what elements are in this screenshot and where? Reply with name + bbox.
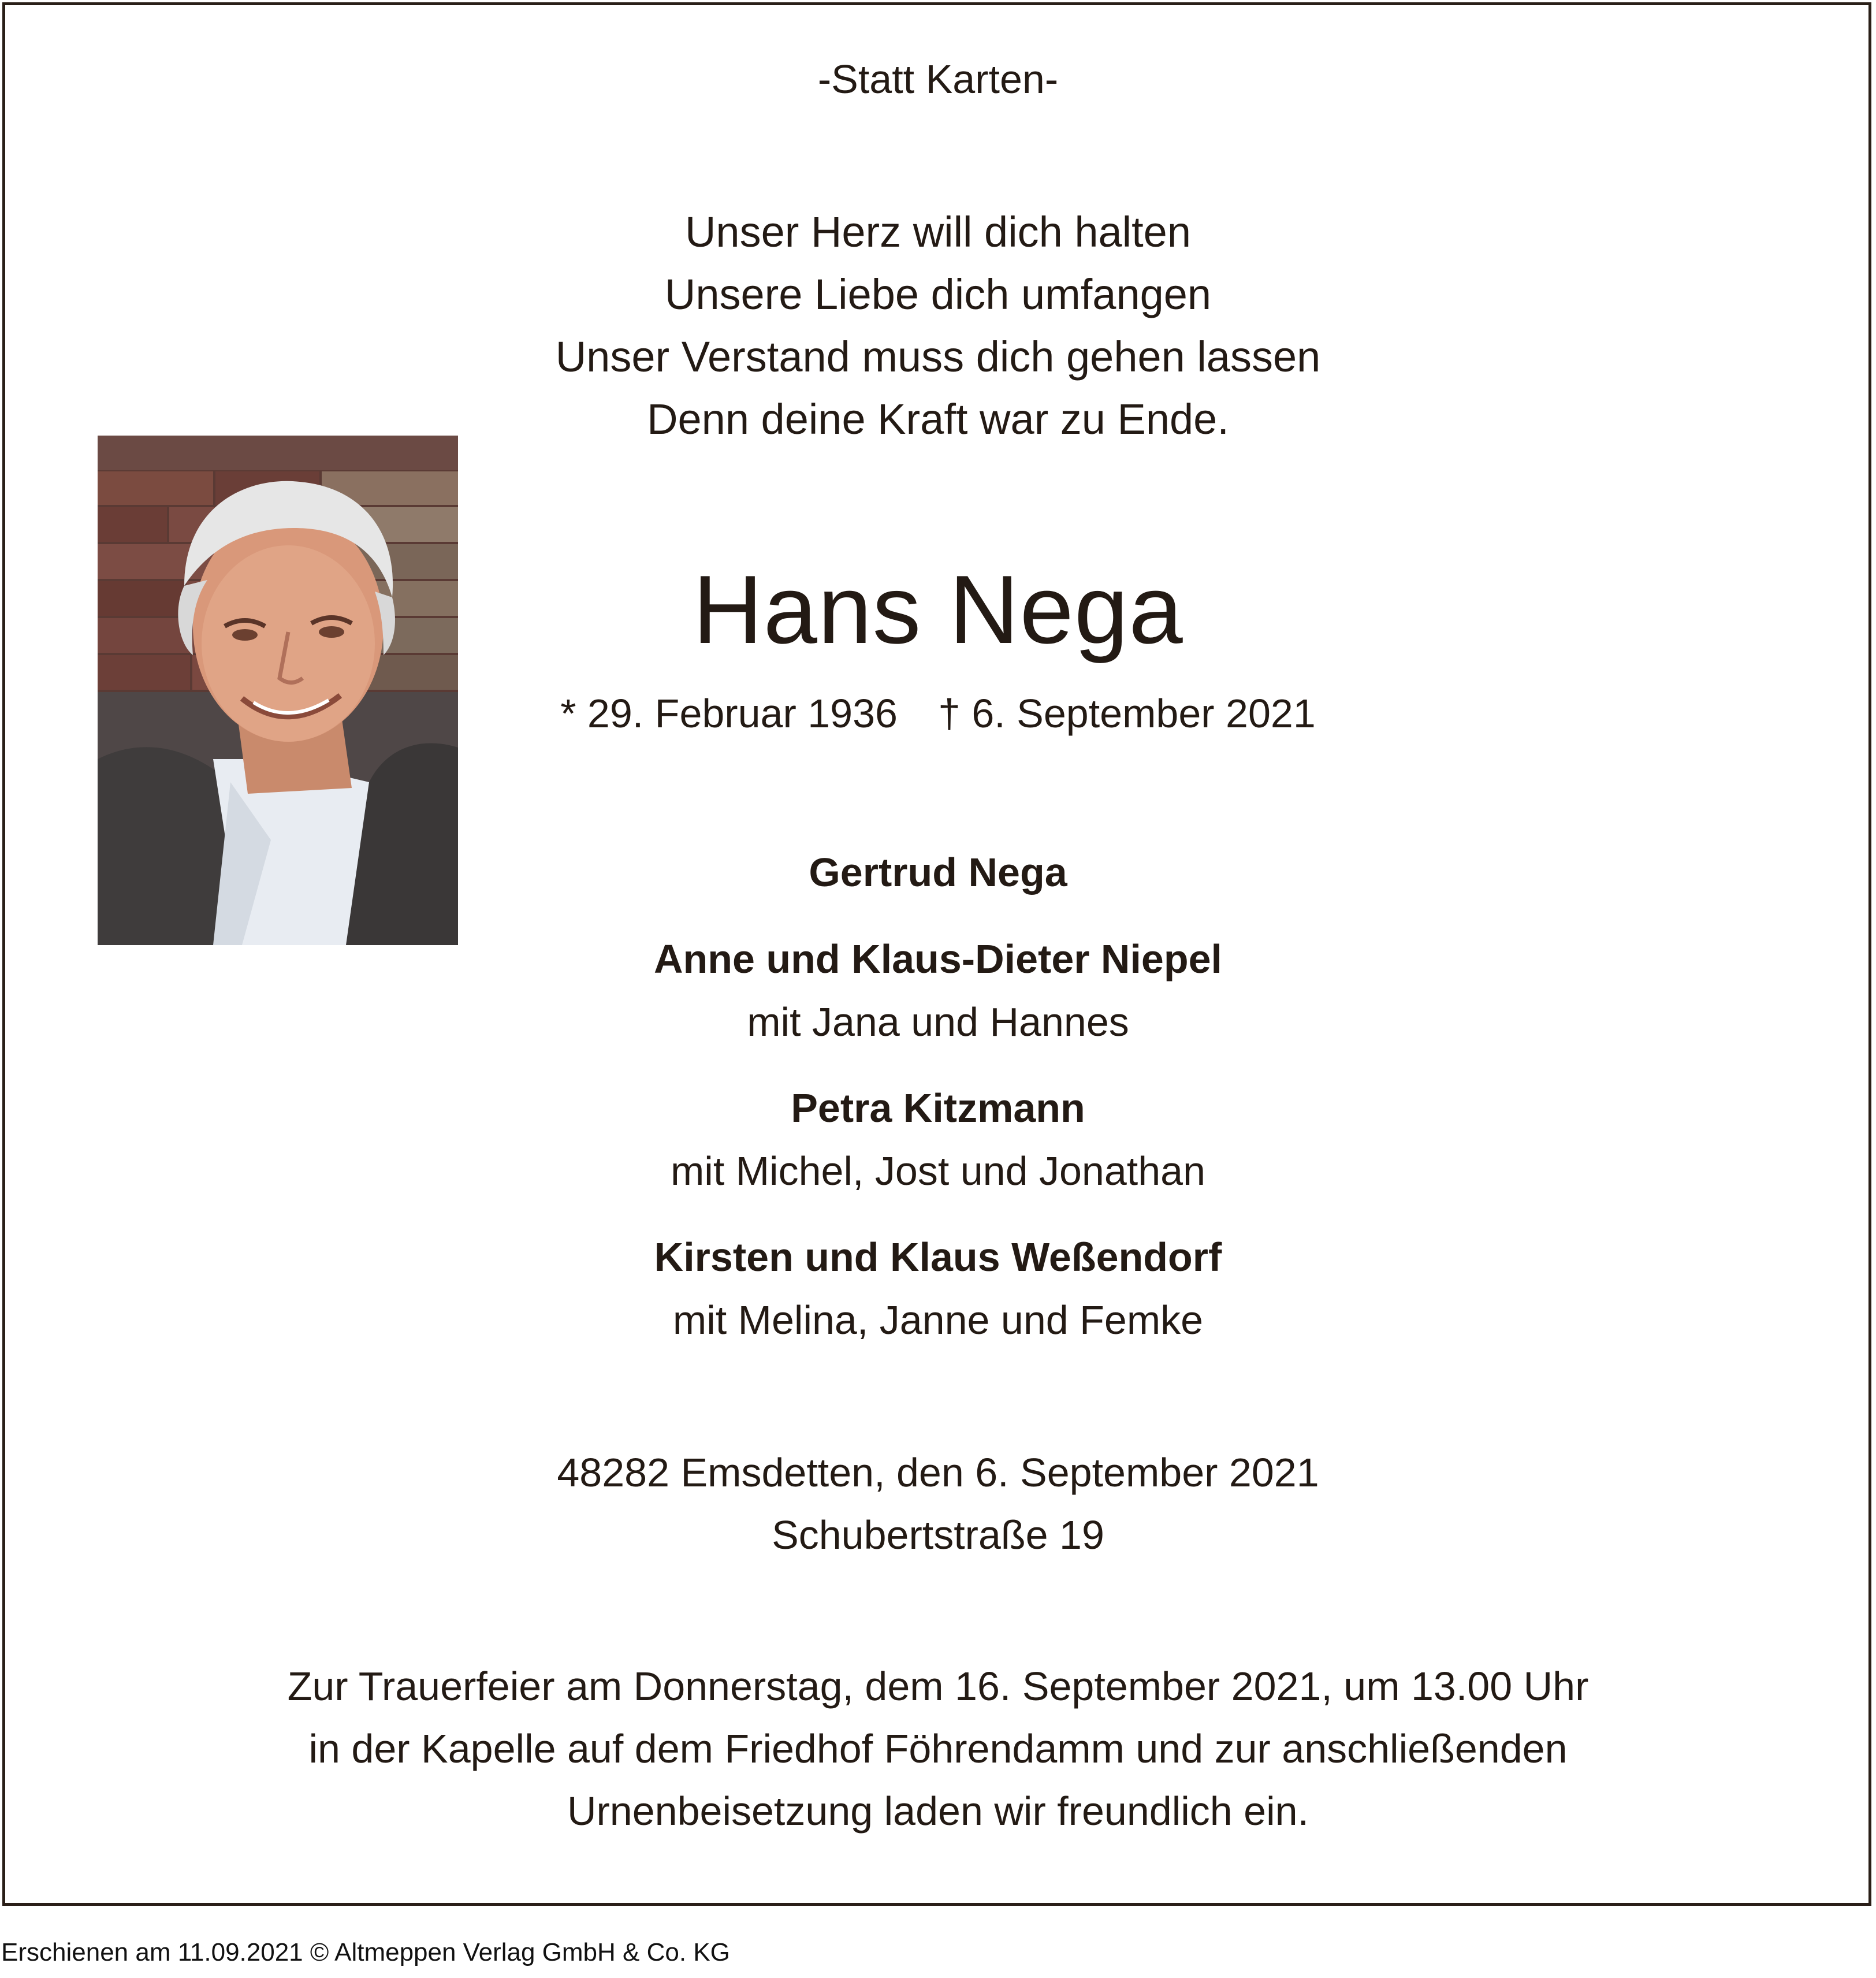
mourner-group	[0, 927, 1876, 1053]
mourner-names: Kirsten und Klaus Weßendorf	[654, 1235, 1222, 1280]
address-block	[0, 1441, 1876, 1566]
place-date: 48282 Emsdetten, den 6. September 2021	[557, 1450, 1319, 1495]
mourner-children: mit Michel, Jost und Jonathan	[670, 1148, 1206, 1194]
deceased-name	[0, 552, 1876, 667]
publication-footer: Erschienen am 11.09.2021 © Altmeppen Verlag GmbH & Co. KG	[1, 1938, 730, 1966]
mourner-children: mit Jana und Hannes	[747, 999, 1129, 1044]
mourner-group	[0, 1225, 1876, 1351]
mourners-list	[0, 841, 1876, 1374]
mourner-group	[0, 1076, 1876, 1202]
funeral-invitation	[0, 1655, 1876, 1842]
funeral-line: in der Kapelle auf dem Friedhof Föhrendamm und zur anschließenden	[308, 1726, 1568, 1771]
mourner-names: Petra Kitzmann	[791, 1085, 1085, 1131]
funeral-line: Urnenbeisetzung laden wir freundlich ein.	[567, 1789, 1309, 1834]
mourner-children: mit Melina, Janne und Femke	[672, 1297, 1204, 1343]
intro-text: -Statt Karten-	[817, 57, 1059, 102]
poem-line: Unsere Liebe dich umfangen	[664, 270, 1212, 318]
mourner-group	[0, 841, 1876, 904]
mourner-names: Anne und Klaus-Dieter Niepel	[653, 936, 1223, 981]
street-address: Schubertstraße 19	[772, 1512, 1104, 1557]
poem-line: Denn deine Kraft war zu Ende.	[647, 395, 1229, 443]
deceased-name-text: Hans Nega	[693, 555, 1183, 664]
death-date: † 6. September 2021	[937, 691, 1316, 736]
poem-line: Unser Herz will dich halten	[684, 208, 1191, 256]
poem	[0, 201, 1876, 451]
intro-line	[0, 53, 1876, 105]
birth-date: * 29. Februar 1936	[560, 691, 898, 736]
poem-line: Unser Verstand muss dich gehen lassen	[555, 333, 1321, 381]
funeral-line: Zur Trauerfeier am Donnerstag, dem 16. September 2021, um 13.00 Uhr	[287, 1664, 1589, 1709]
life-dates	[0, 687, 1876, 739]
mourner-names: Gertrud Nega	[809, 850, 1067, 895]
